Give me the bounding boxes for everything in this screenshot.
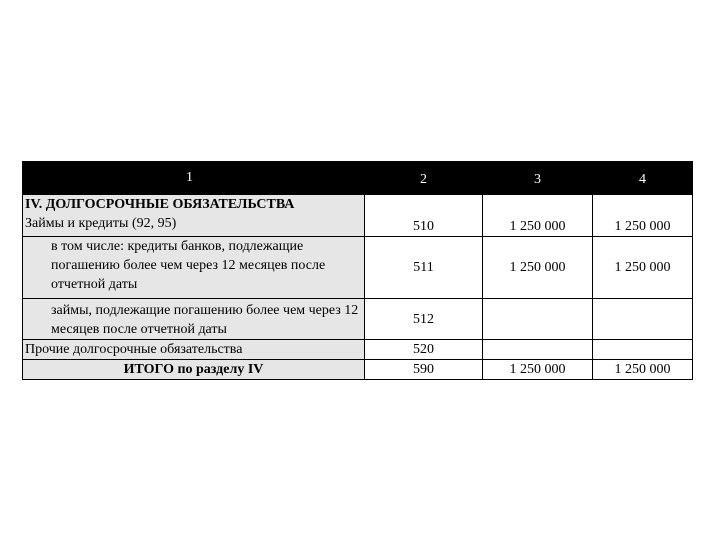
row-label-cell — [23, 237, 365, 299]
row-label: в том числе: кредиты банков, подлежащие погашению более чем через 12 месяцев после отчетной даты — [51, 239, 326, 292]
row-value-col4: 1 250 000 — [593, 195, 693, 237]
table-body — [23, 195, 693, 380]
table-row-total — [23, 360, 693, 380]
row-code: 520 — [365, 340, 483, 360]
row-value-col4: 1 250 000 — [593, 360, 693, 380]
row-label-cell — [23, 299, 365, 340]
table-row — [23, 340, 693, 360]
table-row — [23, 195, 693, 237]
table-row — [23, 299, 693, 340]
row-value-col3 — [483, 299, 593, 340]
header-row — [23, 162, 693, 195]
row-label: Займы и кредиты (92, 95) — [25, 216, 177, 231]
row-value-col4: 1 250 000 — [593, 237, 693, 299]
section-title: IV. ДОЛГОСРОЧНЫЕ ОБЯЗАТЕЛЬСТВА — [25, 197, 295, 212]
header-col-3: 3 — [483, 162, 593, 195]
row-value-col4 — [593, 299, 693, 340]
total-label: ИТОГО по разделу IV — [123, 362, 264, 377]
table-header — [23, 162, 693, 195]
row-code: 512 — [365, 299, 483, 340]
balance-sheet-table — [22, 161, 693, 380]
row-label-cell — [23, 340, 365, 360]
header-col-4: 4 — [593, 162, 693, 195]
row-value-col3 — [483, 340, 593, 360]
row-code: 510 — [365, 195, 483, 237]
header-col-1: 1 — [23, 162, 365, 195]
row-value-col4 — [593, 340, 693, 360]
row-label-cell — [23, 195, 365, 237]
row-code: 511 — [365, 237, 483, 299]
row-label-cell — [23, 360, 365, 380]
table-row — [23, 237, 693, 299]
row-value-col3: 1 250 000 — [483, 360, 593, 380]
row-label: займы, подлежащие погашению более чем через 12 месяцев после отчетной даты — [51, 303, 359, 337]
row-value-col3: 1 250 000 — [483, 195, 593, 237]
row-code: 590 — [365, 360, 483, 380]
row-value-col3: 1 250 000 — [483, 237, 593, 299]
header-col-2: 2 — [365, 162, 483, 195]
row-label: Прочие долгосрочные обязательства — [25, 342, 243, 357]
